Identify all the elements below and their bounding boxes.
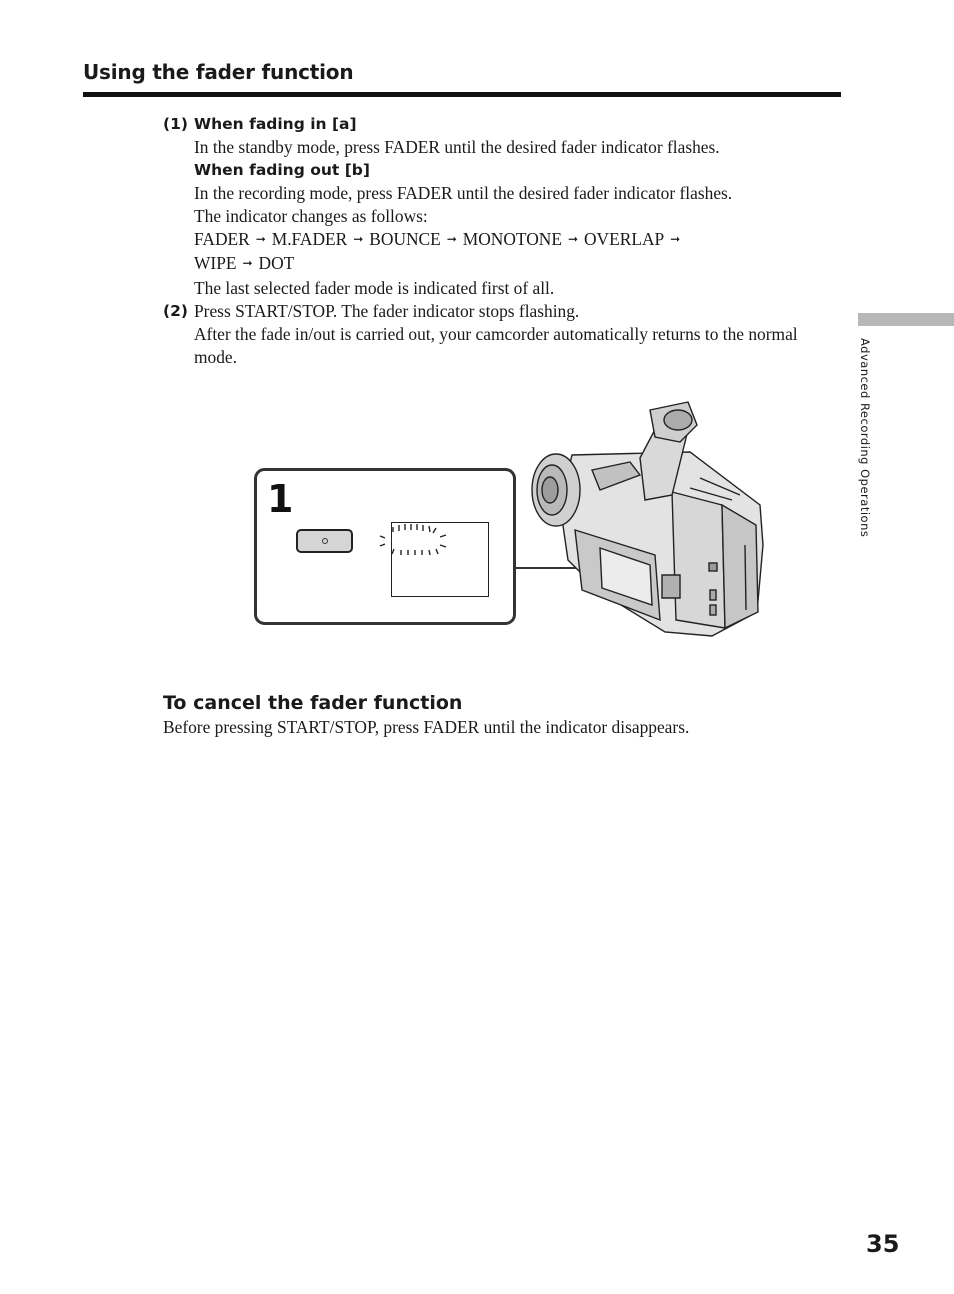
section-tab [858,313,954,326]
mode-m-fader: M.FADER [271,228,348,249]
last-mode-note: The last selected fader mode is indicated first of all. [194,278,555,299]
fade-out-heading: When fading out [b] [194,160,370,179]
fade-in-heading: When fading in [a] [194,115,357,133]
cancel-title: To cancel the fader function [163,692,463,714]
step-2-line2: After the fade in/out is carried out, your camcorder automatically returns to the normal mode. [194,324,798,368]
arrow-icon: ➞ [353,231,364,246]
viewfinder-screen [392,523,489,597]
arrow-icon: ➞ [670,231,681,246]
section-label: Advanced Recording Operations [858,338,872,538]
fade-out-text: In the recording mode, press FADER until the desired fader indicator flashes. [194,182,733,203]
fade-in-text: In the standby mode, press FADER until the desired fader indicator flashes. [194,136,720,157]
arrow-icon: ➞ [242,256,253,271]
page-number: 35 [866,1230,900,1258]
mode-dot: DOT [258,253,295,274]
step-label: 1 [267,477,294,521]
fader-button-icon [297,530,352,552]
cancel-text: Before pressing START/STOP, press FADER until the indicator disappears. [163,717,690,737]
step-number: (1) [163,115,188,133]
changes-intro: The indicator changes as follows: [194,205,428,226]
arrow-icon: ➞ [567,231,579,246]
mode-fader: FADER [194,228,250,249]
step-number: (2) [163,302,188,321]
mode-bounce: BOUNCE [369,228,441,249]
camcorder-icon [532,402,763,636]
mode-wipe: WIPE [194,253,237,274]
mode-overlap: OVERLAP [583,228,665,249]
step-2-line1: Press START/STOP. The fader indicator stops flashing. [194,301,580,322]
section-title: Using the fader function [83,60,354,84]
mode-monotone: MONOTONE [462,228,562,249]
arrow-icon: ➞ [446,231,457,246]
arrow-icon: ➞ [255,231,266,246]
